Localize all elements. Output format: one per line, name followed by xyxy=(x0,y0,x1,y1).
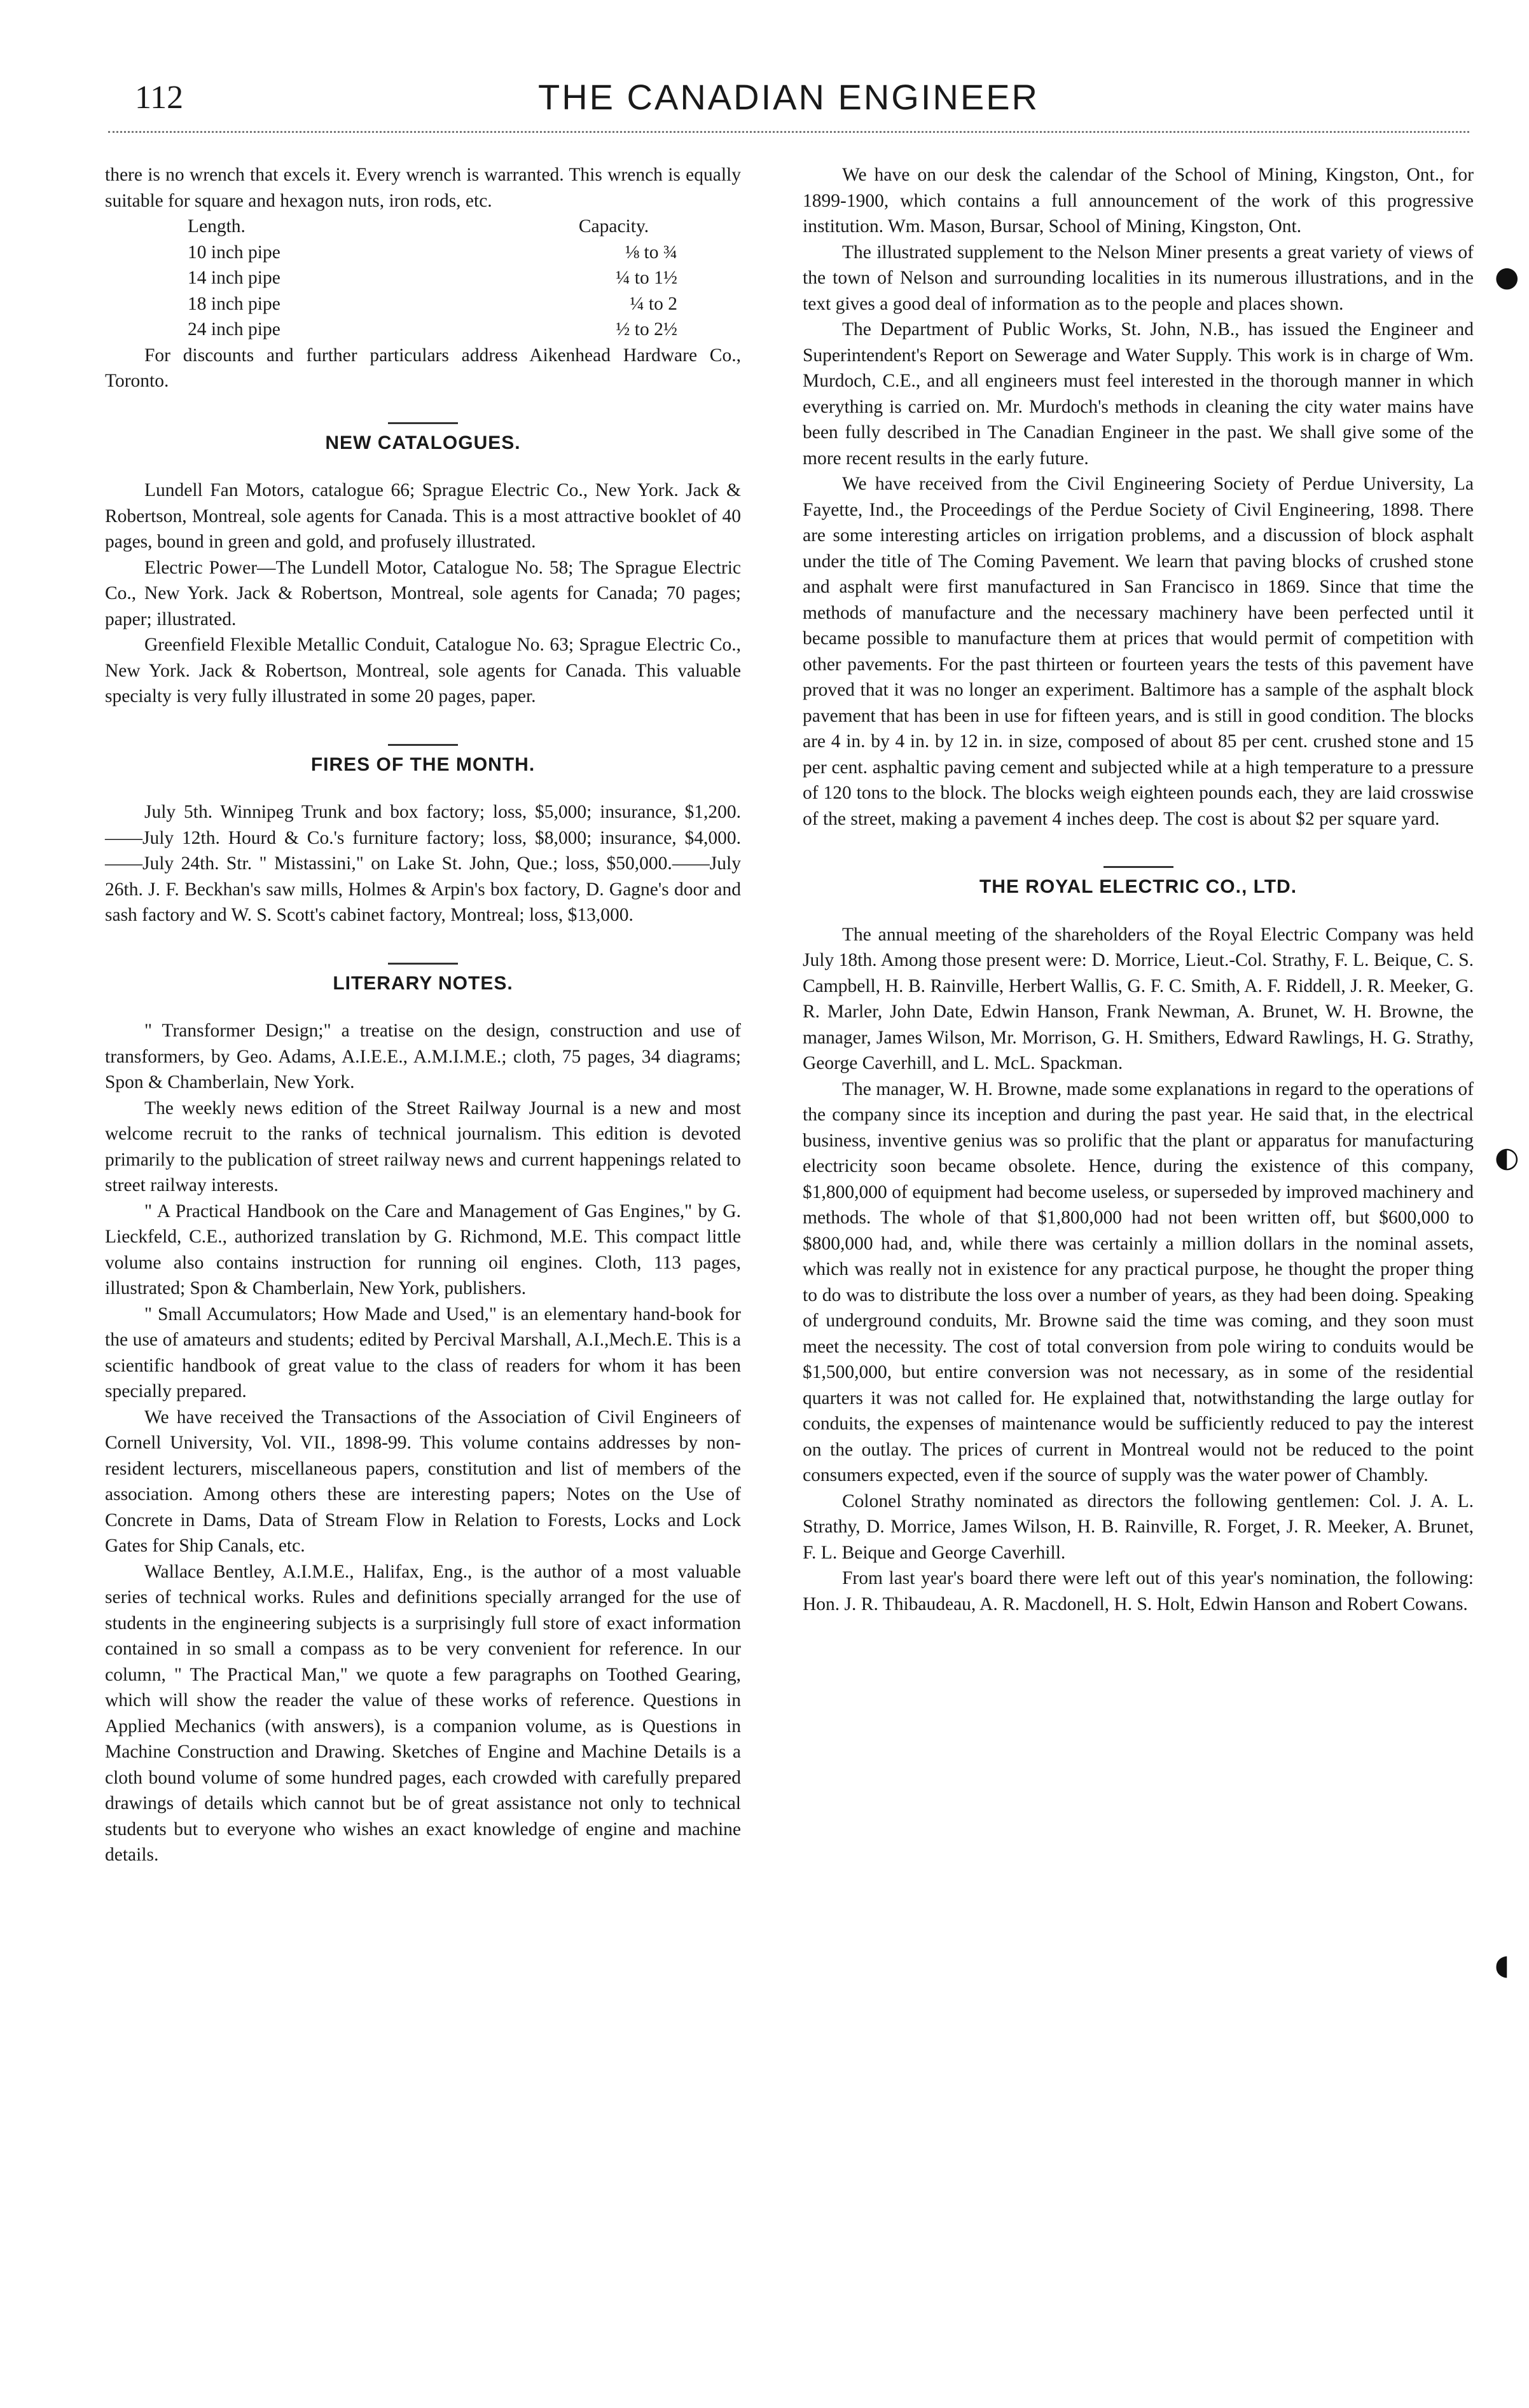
table-header-row xyxy=(188,214,677,240)
literary-paragraph: " Small Accumulators; How Made and Used," is an elementary hand-book for the use of amateurs and students; edited by Percival Marshall, A.I.,Mech.E. This is a scientific handbook of great value to the class of readers for whom it has been specially prepared. xyxy=(105,1304,741,1401)
margin-punch-mark: ◖ xyxy=(1495,1949,1510,1981)
literary-paragraph: " Transformer Design;" a treatise on the design, construction and use of transformers, by Geo. Adams, A.I.E.E., A.M.I.M.E.; cloth, 75 pages, 34 diagrams; Spon & Chamberlain, New York. xyxy=(105,1021,741,1092)
journal-title: THE CANADIAN ENGINEER xyxy=(538,77,1039,117)
capacity-header: Capacity. xyxy=(578,216,649,237)
page-header xyxy=(108,76,1469,134)
news-paragraph: The illustrated supplement to the Nelson Miner presents a great variety of views of the town of Nelson and surrounding localities in its numerous illustrations, and in the text gives a good deal of information as to the people and places shown. xyxy=(803,242,1474,314)
literary-notes-heading xyxy=(105,963,741,997)
table-row xyxy=(188,240,677,266)
section-rule xyxy=(388,422,458,424)
section-rule xyxy=(388,963,458,965)
section-title-text: NEW CATALOGUES. xyxy=(325,432,521,453)
royal-paragraph: The annual meeting of the shareholders of the Royal Electric Company was held July 18th. Among those present were: D. Morrice, Lieut.-Col. Strathy, F. L. Beique, C. S. Campbell, H. B. Rainville, Herbert Wallis, G. F. C. Smith, A. F. Riddell, J. R. Meeker, G. R. Marler, John Date, Edwin Hanson, Frank Newman, A. Brunet, W. H. Browne, the manager, James Wilson, Mr. Morrison, G. H. Smithers, Edward Rawlings, H. G. Strathy, George Caverhill, and L. McL. Spackman. xyxy=(803,924,1474,1073)
catalogue-paragraph: Lundell Fan Motors, catalogue 66; Sprague Electric Co., New York. Jack & Robertson, Montreal, sole agents for Canada. This is a most attractive booklet of 40 pages, bound in green and gold, and profusely illustrated. xyxy=(105,480,741,552)
fires-heading xyxy=(105,744,741,778)
capacity-cell: ⅛ to ¾ xyxy=(625,242,677,263)
royal-paragraph: Colonel Strathy nominated as directors the following gentlemen: Col. J. A. L. Strathy, D. Morrice, James Wilson, H. B. Rainville, R. Forget, J. R. Meeker, A. Brunet, F. L. Beique and George Caverhill. xyxy=(803,1490,1474,1563)
capacity-cell: ¼ to 1½ xyxy=(616,268,677,288)
literary-paragraph: Wallace Bentley, A.I.M.E., Halifax, Eng., is the author of a most valuable series of technical works. Rules and definitions specially arranged for the use of students in the engineering subjects is a surprisingly full store of exact information contained in so small a compass as to be very convenient for reference. In our column, " The Practical Man," we quote a few paragraphs on Toothed Gearing, which will show the reader the value of these works of reference. Questions in Applied Mechanics (with answers), is a companion volume, as is Questions in Machine Construction and Drawing. Sketches of Engine and Machine Details is a cloth bound volume of some hundred pages, each crowded with carefully prepared drawings of details which cannot but be of great assistance not only to technical students but to everyone who wishes an exact knowledge of engine and machine details. xyxy=(105,1561,741,1865)
wrench-intro-text: there is no wrench that excels it. Every wrench is warranted. This wrench is equally suitable for square and hexagon nuts, iron rods, etc. xyxy=(105,165,741,211)
table-row xyxy=(188,291,677,317)
right-column xyxy=(803,162,1474,1617)
section-title-text: THE ROYAL ELECTRIC CO., LTD. xyxy=(979,876,1297,897)
capacity-cell: ½ to 2½ xyxy=(616,319,677,340)
literary-paragraph: We have received the Transactions of the Association of Civil Engineers of Cornell University, Vol. VII., 1898-99. This volume contains addresses by non-resident lecturers, miscellaneous papers, constitution and list of members of the association. Among others these are interesting papers; Notes on the Use of Concrete in Dams, Data of Stream Flow in Relation to Forests, Locks and Lock Gates for Ship Canals, etc. xyxy=(105,1407,741,1556)
royal-paragraph: From last year's board there were left out of this year's nomination, the following: Hon. J. R. Thibaudeau, A. R. Macdonell, H. S. Holt, Edwin Hanson and Robert Cowans. xyxy=(803,1568,1474,1614)
news-paragraph: We have on our desk the calendar of the School of Mining, Kingston, Ont., for 1899-1900, which contains a full announcement of the work of this progressive institution. Wm. Mason, Bursar, School of Mining, Kingston, Ont. xyxy=(803,165,1474,237)
literary-paragraph: " A Practical Handbook on the Care and Management of Gas Engines," by G. Lieckfeld, C.E., authorized translation by G. Richmond, M.E. This compact little volume also contains instruction for running oil engines. Cloth, 113 pages, illustrated; Spon & Chamberlain, New York, publishers. xyxy=(105,1201,741,1298)
catalogue-paragraph: Greenfield Flexible Metallic Conduit, Catalogue No. 63; Sprague Electric Co., New York. Jack & Robertson, Montreal, sole agents for Canada. This valuable specialty is very fully illustrated in some 20 pages, paper. xyxy=(105,635,741,706)
section-title-text: LITERARY NOTES. xyxy=(333,972,513,994)
length-cell: 24 inch pipe xyxy=(188,319,280,340)
table-row xyxy=(188,317,677,343)
left-column xyxy=(105,162,741,1868)
table-row xyxy=(188,265,677,291)
margin-punch-mark: ◐ xyxy=(1495,1141,1519,1174)
length-header: Length. xyxy=(188,216,246,237)
wrench-capacity-table xyxy=(188,214,677,343)
length-cell: 14 inch pipe xyxy=(188,268,280,288)
news-paragraph: The Department of Public Works, St. John, N.B., has issued the Engineer and Superintendent's Report on Sewerage and Water Supply. This work is in charge of Wm. Murdoch, C.E., and all engineers must feel interested in the thorough manner in which everything is carried on. Mr. Murdoch's methods in cleaning the city water mains have been fully described in The Canadian Engineer in the past. We shall give some of the more recent results in the early future. xyxy=(803,319,1474,469)
page-number: 112 xyxy=(135,79,184,116)
royal-paragraph: The manager, W. H. Browne, made some explanations in regard to the operations of the company since its inception and during the past year. He said that, in the electrical business, inventive genius was so prolific that the plant or apparatus for manufacturing electricity soon became obsolete. Hence, during the existence of this company, $1,800,000 of equipment had become useless, or superseded by improved machinery and methods. The whole of that $1,800,000 had not been written off, but $600,000 to $800,000 had, and, while there was certainly a million dollars in the nominal assets, which was really not in existence for any practical purpose, he thought the proper thing to do was to distribute the loss over a number of years, as they had been doing. Speaking of underground conduits, Mr. Browne said the time was coming, and they soon must meet the necessity. The cost of total conversion from pole wiring to conduits would be $1,500,000, but entire conversion was not necessary, as in some of the residential quarters it was not called for. He explained that, notwithstanding the large outlay for conduits, the expenses of maintenance would be sufficiently reduced to pay the interest on the outlay. The prices of current in Montreal would not be reduced to the point consumers expected, even if the source of supply was the water power of Chambly. xyxy=(803,1078,1474,1485)
length-cell: 18 inch pipe xyxy=(188,293,280,314)
literary-paragraph: The weekly news edition of the Street Railway Journal is a new and most welcome recruit to the ranks of technical journalism. This edition is devoted primarily to the publication of street railway news and current happenings related to street railway interests. xyxy=(105,1097,741,1195)
discounts-text: For discounts and further particulars address Aikenhead Hardware Co., Toronto. xyxy=(105,345,741,391)
margin-punch-mark: ● xyxy=(1495,261,1519,293)
royal-electric-heading xyxy=(803,866,1474,900)
header-rule xyxy=(108,131,1469,133)
section-rule xyxy=(388,744,458,746)
section-rule xyxy=(1104,866,1173,868)
new-catalogues-heading xyxy=(105,422,741,457)
length-cell: 10 inch pipe xyxy=(188,242,280,263)
catalogue-paragraph: Electric Power—The Lundell Motor, Catalogue No. 58; The Sprague Electric Co., New York. Jack & Robertson, Montreal, sole agents for Canada; 70 pages; paper; illustrated. xyxy=(105,557,741,630)
section-title-text: FIRES OF THE MONTH. xyxy=(310,753,536,775)
fires-paragraph: July 5th. Winnipeg Trunk and box factory; loss, $5,000; insurance, $1,200.——July 12th. Hourd & Co.'s furniture factory; loss, $8,000; insurance, $4,000.——July 24th. Str. " Mistassini," on Lake St. John, Que.; loss, $50,000.——July 26th. J. F. Beckhan's saw mills, Holmes & Arpin's box factory, D. Gagne's door and sash factory and W. S. Scott's cabinet factory, Montreal; loss, $13,000. xyxy=(105,802,741,925)
capacity-cell: ¼ to 2 xyxy=(630,293,677,314)
news-paragraph: We have received from the Civil Engineering Society of Perdue University, La Fayette, Ind., the Proceedings of the Perdue Society of Civil Engineering, 1898. There are some interesting articles on irrigation problems, and a discussion of block asphalt under the title of The Coming Pavement. We learn that paving blocks of crushed stone and asphalt were first manufactured in San Francisco in 1869. Since that time the methods of manufacture and the necessary machinery have been perfected until it became possible to manufacture them at prices that would permit of competition with other pavements. For the past thirteen or fourteen years the tests of this pavement have proved that it was no longer an experiment. Baltimore has a sample of the asphalt block pavement that has been in use for fifteen years, and is still in good condition. The blocks are 4 in. by 4 in. by 12 in. in size, composed of about 85 per cent. crushed stone and 15 per cent. asphaltic paving cement and subjected while at a high temperature to a pressure of 120 tons to the block. The blocks weigh eighteen pounds each, they are laid crosswise of the street, making a pavement 4 inches deep. The cost is about $2 per square yard. xyxy=(803,474,1474,829)
